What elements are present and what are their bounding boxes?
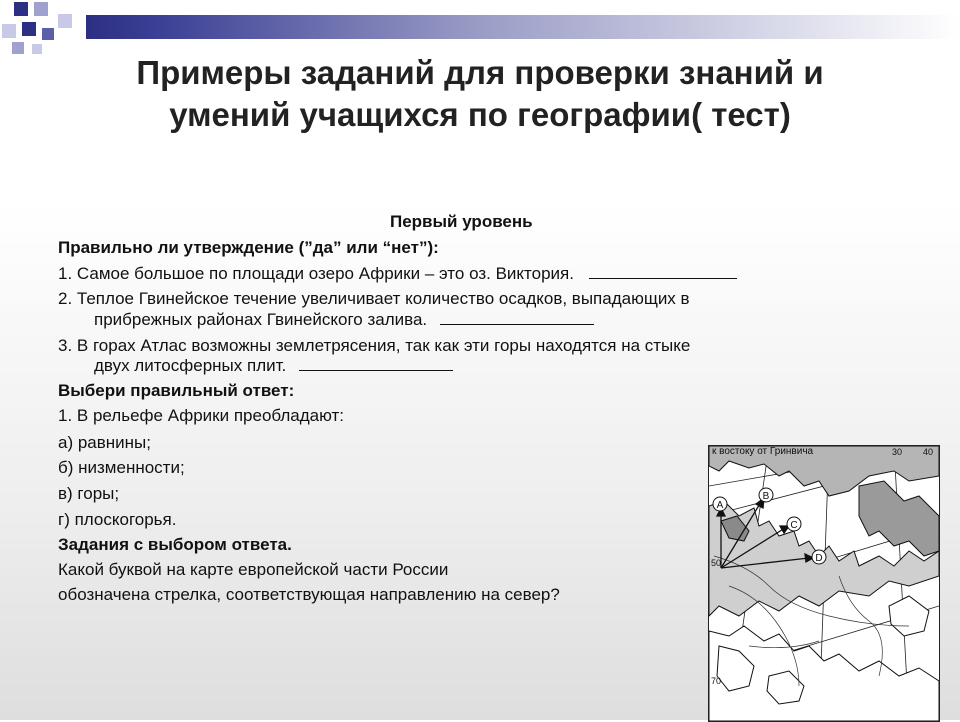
map-tick-70: 70: [711, 676, 722, 686]
map-caption: к востоку от Гринвича: [712, 446, 814, 457]
deco-square: [34, 2, 48, 16]
section2-question: 1. В рельефе Африки преобладают:: [58, 406, 345, 425]
deco-square: [58, 14, 72, 28]
option-d: г) плоскогорья.: [58, 510, 177, 529]
title-line-2: умений учащихся по географии( тест): [169, 96, 791, 133]
section2-heading: Выбери правильный ответ:: [58, 381, 295, 400]
russia-europe-map: [708, 445, 940, 722]
map-tick-40: 40: [923, 447, 934, 457]
question-2-text: прибрежных районах Гвинейского залива.: [94, 310, 428, 329]
deco-square: [2, 24, 16, 38]
question-3-line-2: [94, 356, 453, 376]
map-label-b: B: [762, 491, 770, 502]
section3-heading: Задания с выбором ответа.: [58, 535, 292, 554]
header-decoration: [0, 0, 960, 60]
map-tick-50: 50: [711, 558, 722, 568]
question-3-line-1: 3. В горах Атлас возможны землетрясения, так как эти горы находятся на стыке: [58, 336, 691, 355]
option-c: в) горы;: [58, 484, 120, 503]
map-label-c: C: [790, 520, 798, 531]
answer-blank-2: [440, 310, 594, 325]
map-coastlines: [709, 446, 939, 721]
page-title: [40, 52, 920, 136]
deco-square: [14, 2, 28, 16]
answer-blank-3: [299, 356, 453, 371]
header-gradient-band: [86, 15, 960, 39]
option-b: б) низменности;: [58, 458, 185, 477]
map-label-a: A: [716, 500, 724, 511]
map-label-d: D: [815, 553, 823, 564]
section1-heading: Правильно ли утверждение (”да” или “нет”):: [58, 238, 439, 257]
level-heading: Первый уровень: [390, 212, 533, 231]
deco-square: [12, 42, 24, 54]
option-a: а) равнины;: [58, 433, 151, 452]
map-tick-30: 30: [892, 447, 903, 457]
question-1-text: 1. Самое большое по площади озеро Африки – это оз. Виктория.: [58, 264, 574, 283]
deco-square: [42, 28, 54, 40]
answer-blank-1: [589, 264, 737, 279]
question-2-line-2: [94, 310, 594, 330]
question-1: [58, 264, 737, 284]
title-line-1: Примеры заданий для проверки знаний и: [136, 54, 824, 91]
map-drawing: [709, 446, 939, 721]
section3-line-2: обозначена стрелка, соответствующая направлению на север?: [58, 585, 560, 604]
question-2-line-1: 2. Теплое Гвинейское течение увеличивает количество осадков, выпадающих в: [58, 289, 690, 308]
deco-square: [22, 22, 36, 36]
question-3-text: двух литосферных плит.: [94, 356, 287, 375]
section3-line-1: Какой буквой на карте европейской части России: [58, 560, 449, 579]
